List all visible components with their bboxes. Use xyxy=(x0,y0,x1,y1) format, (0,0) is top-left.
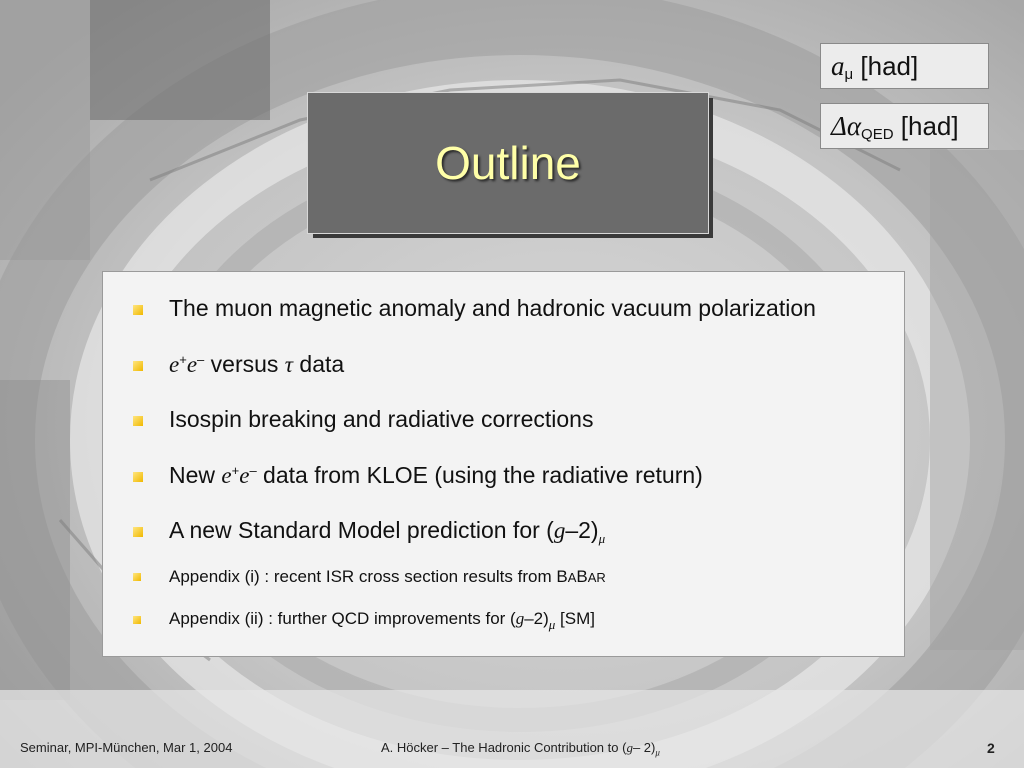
page-title: Outline xyxy=(435,137,581,189)
page-number: 2 xyxy=(987,740,995,756)
had-label: [had] xyxy=(900,111,959,141)
mu-subscript: μ xyxy=(844,66,854,83)
list-item: Appendix (ii) : further QCD improvements for $(g-2)_\mu$ [SM] xyxy=(169,609,595,632)
had-label: [had] xyxy=(860,51,919,81)
list-item: Appendix (i) : recent ISR cross section results from BABAR xyxy=(169,567,606,586)
bullet-icon xyxy=(133,616,141,624)
bullet-icon xyxy=(133,573,141,581)
qed-subscript: QED xyxy=(861,126,894,143)
a-mu-had-tag xyxy=(820,43,989,89)
footer-talk-title: A. Höcker – The Hadronic Contribution to (g– $2)_\mu$ xyxy=(381,740,660,758)
bullet-icon xyxy=(133,305,143,315)
list-item: The muon magnetic anomaly and hadronic vacuum polarization xyxy=(169,295,816,321)
bullet-icon xyxy=(133,416,143,426)
bullet-icon xyxy=(133,472,143,482)
bullet-icon xyxy=(133,361,143,371)
outline-panel xyxy=(102,271,905,657)
a-symbol: a xyxy=(831,51,845,81)
delta-alpha-qed-had-tag xyxy=(820,103,989,149)
list-item: A new Standard Model prediction for $(g-2)_\mu$ xyxy=(169,517,606,546)
bullet-icon xyxy=(133,527,143,537)
list-item: e+e– versus τ data xyxy=(169,351,345,377)
footer-seminar-info: Seminar, MPI-München, Mar 1, 2004 xyxy=(20,740,233,755)
title-box xyxy=(307,92,709,234)
list-item: Isospin breaking and radiative corrections xyxy=(169,406,594,432)
delta-alpha-symbol: Δα xyxy=(831,111,862,141)
list-item: New e+e– data from KLOE (using the radiative return) xyxy=(169,462,703,488)
